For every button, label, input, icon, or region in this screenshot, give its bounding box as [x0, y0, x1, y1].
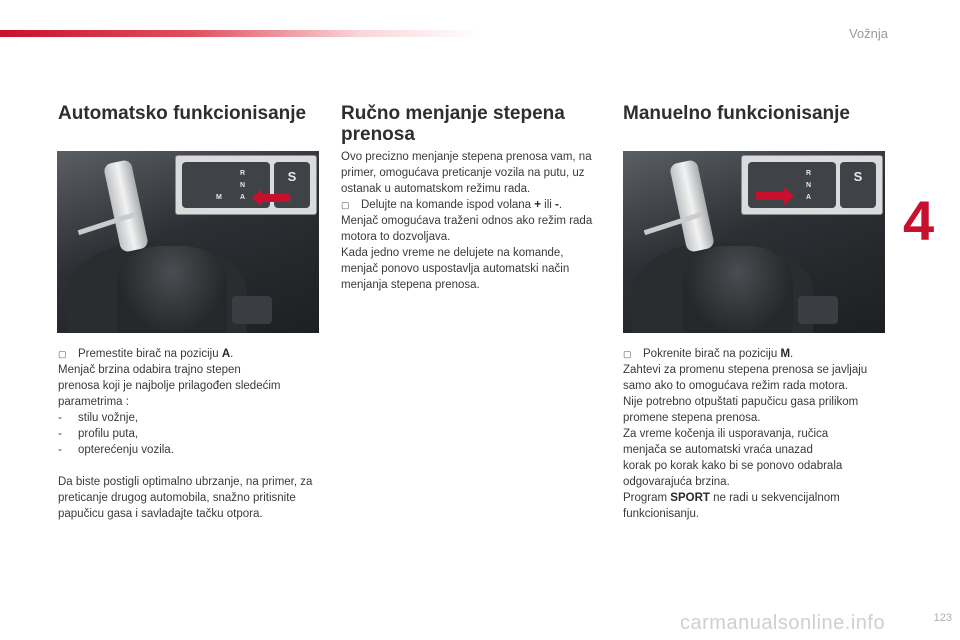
gear-label-n: N — [806, 182, 812, 189]
arrow-right-icon — [756, 192, 786, 200]
gear-selector-photo-manual — [623, 151, 885, 333]
page-number: 123 — [933, 612, 952, 624]
gear-selector-inset — [741, 155, 883, 215]
col3-p4-pre: Program — [623, 492, 671, 504]
col1-body — [58, 346, 323, 458]
gear-label-r: R — [806, 170, 812, 177]
col3-paragraph3-line2: menjača se automatski vraća unazad — [623, 444, 813, 456]
col1-line2: Menjač brzina odabira trajno stepen — [58, 364, 241, 376]
col2-body — [341, 149, 599, 293]
col3-bullet-end: . — [790, 348, 794, 360]
gear-label-a: A — [240, 194, 246, 201]
position-a: A — [221, 348, 231, 360]
col1-paragraph2: Da biste postigli optimalno ubrzanje, na primer, za preticanje drugog automobila, snažno pritisnite papučicu gasa i savladajte tačku otpora. — [58, 476, 313, 520]
col3-body — [623, 346, 888, 522]
list-item: - stilu vožnje, — [58, 410, 323, 426]
col2-title — [341, 103, 601, 145]
list-item: - profilu puta, — [58, 426, 323, 442]
gear-label-n: N — [240, 182, 246, 189]
col2-paragraph1: Ovo precizno menjanje stepena prenosa vam, na primer, omogućava preticanje vozila na putu, uz ostanak u automatskom režimu rada. — [341, 151, 592, 195]
col1-line3: prenosa koji je najbolje prilagođen sledećim — [58, 380, 281, 392]
col2-bullet-mid: ili — [540, 199, 556, 211]
sport-program: SPORT — [670, 492, 710, 504]
col3-paragraph1: Zahtevi za promenu stepena prenosa se javljaju samo ako to omogućava režim rada motora. — [623, 364, 868, 392]
col1-title: Automatsko funkcionisanje — [58, 103, 307, 124]
col1-bullet-text: Premestite birač na poziciju — [78, 348, 222, 360]
plus-paddle: + — [534, 199, 541, 211]
col3-p4-post: ne radi u sekvencijalnom funkcionisanju. — [623, 492, 840, 520]
col3-paragraph3-line4: odgovarajuća brzina. — [623, 476, 730, 488]
chapter-number: 4 — [903, 189, 935, 252]
watermark: carmanualsonline.info — [680, 612, 886, 634]
col3-paragraph3-line3: korak po korak kako bi se ponovo odabrala — [623, 460, 843, 472]
section-title: Vožnja — [848, 26, 888, 41]
col1-bullet-end: . — [230, 348, 234, 360]
gear-selector-photo-auto — [57, 151, 319, 333]
position-m: M — [780, 348, 791, 360]
header-accent-bar — [0, 30, 480, 37]
col3-title: Manuelno funkcionisanje — [623, 103, 850, 124]
col2-title-line2: prenosa — [341, 124, 415, 145]
col1-line4: parametrima : — [58, 396, 129, 408]
col2-bullet-text: Delujte na komande ispod volana — [361, 199, 535, 211]
col2-title-line1: Ručno menjanje stepena — [341, 103, 565, 124]
gear-label-a: A — [806, 194, 812, 201]
col2-bullet-end: . — [558, 199, 563, 211]
col3-bullet-text: Pokrenite birač na poziciju — [643, 348, 781, 360]
col2-paragraph2: Menjač omogućava traženi odnos ako režim rada motora to dozvoljava. — [341, 215, 593, 243]
col2-paragraph3: Kada jedno vreme ne delujete na komande, menjač ponovo uspostavlja automatski način menjanja stepena prenosa. — [341, 247, 570, 291]
sport-button-label: S — [274, 162, 310, 208]
sport-button-label: S — [840, 162, 876, 208]
col3-paragraph3-line1: Za vreme kočenja ili usporavanja, ručica — [623, 428, 829, 440]
col3-paragraph2: Nije potrebno otpuštati papučicu gasa prilikom promene stepena prenosa. — [623, 396, 859, 424]
minus-paddle: - — [555, 199, 559, 211]
gear-selector-inset — [175, 155, 317, 215]
gear-label-r: R — [240, 170, 246, 177]
list-item: - opterećenju vozila. — [58, 442, 323, 458]
arrow-left-icon — [260, 194, 290, 202]
gear-label-m: M — [216, 194, 222, 201]
